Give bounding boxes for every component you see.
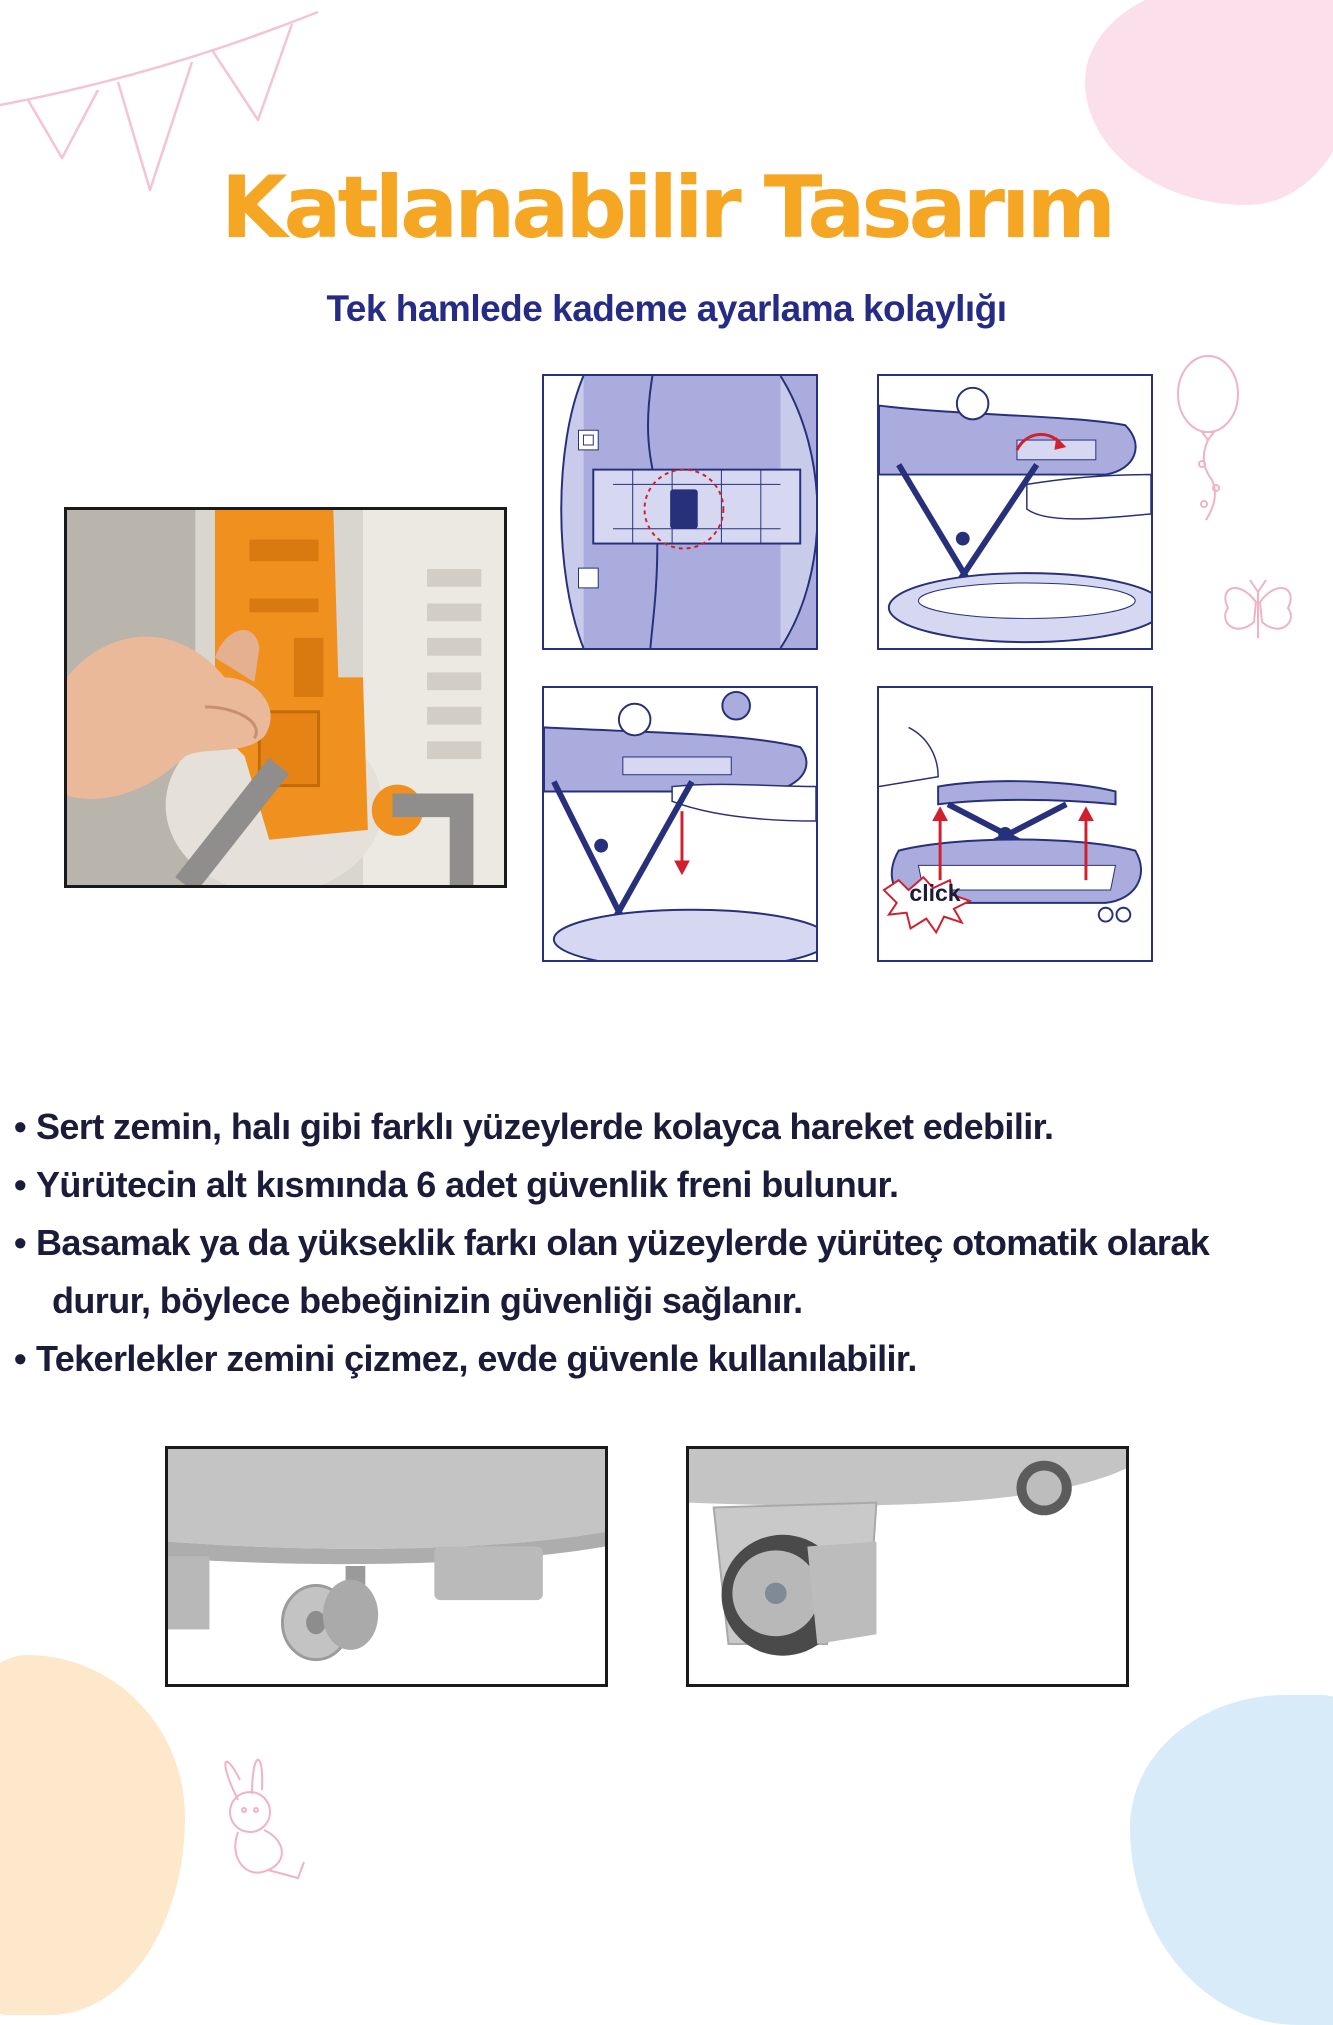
fold-diagram-step-1 bbox=[542, 374, 818, 650]
feature-item: • Basamak ya da yükseklik farkı olan yüzeylerde yürüteç otomatik olarak durur, böylece bebeğinizin güvenliği sağlanır. bbox=[14, 1214, 1314, 1330]
bunny-icon bbox=[208, 1750, 323, 1895]
balloon-icon bbox=[1168, 352, 1248, 532]
fold-latch-photo bbox=[64, 507, 507, 888]
feature-item: • Tekerlekler zemini çizmez, evde güvenle kullanılabilir. bbox=[14, 1330, 1314, 1388]
fold-diagram-step-3 bbox=[542, 686, 818, 962]
wheel-photo-1 bbox=[165, 1446, 608, 1687]
butterfly-icon bbox=[1218, 578, 1298, 650]
page-subtitle: Tek hamlede kademe ayarlama kolaylığı bbox=[326, 288, 1007, 329]
feature-list bbox=[14, 1098, 1314, 1388]
feature-item: • Sert zemin, halı gibi farklı yüzeylerde kolayca hareket edebilir. bbox=[14, 1098, 1314, 1156]
fold-diagram-step-2 bbox=[877, 374, 1153, 650]
wheel-photo-2 bbox=[686, 1446, 1129, 1687]
blue-blob-decoration bbox=[1130, 1695, 1333, 2025]
click-label: click bbox=[909, 880, 961, 906]
feature-item: • Yürütecin alt kısmında 6 adet güvenlik freni bulunur. bbox=[14, 1156, 1314, 1214]
fold-diagram-step-4 bbox=[877, 686, 1153, 962]
page-title: Katlanabilir Tasarım bbox=[220, 158, 1113, 258]
peach-blob-decoration bbox=[0, 1655, 185, 2015]
